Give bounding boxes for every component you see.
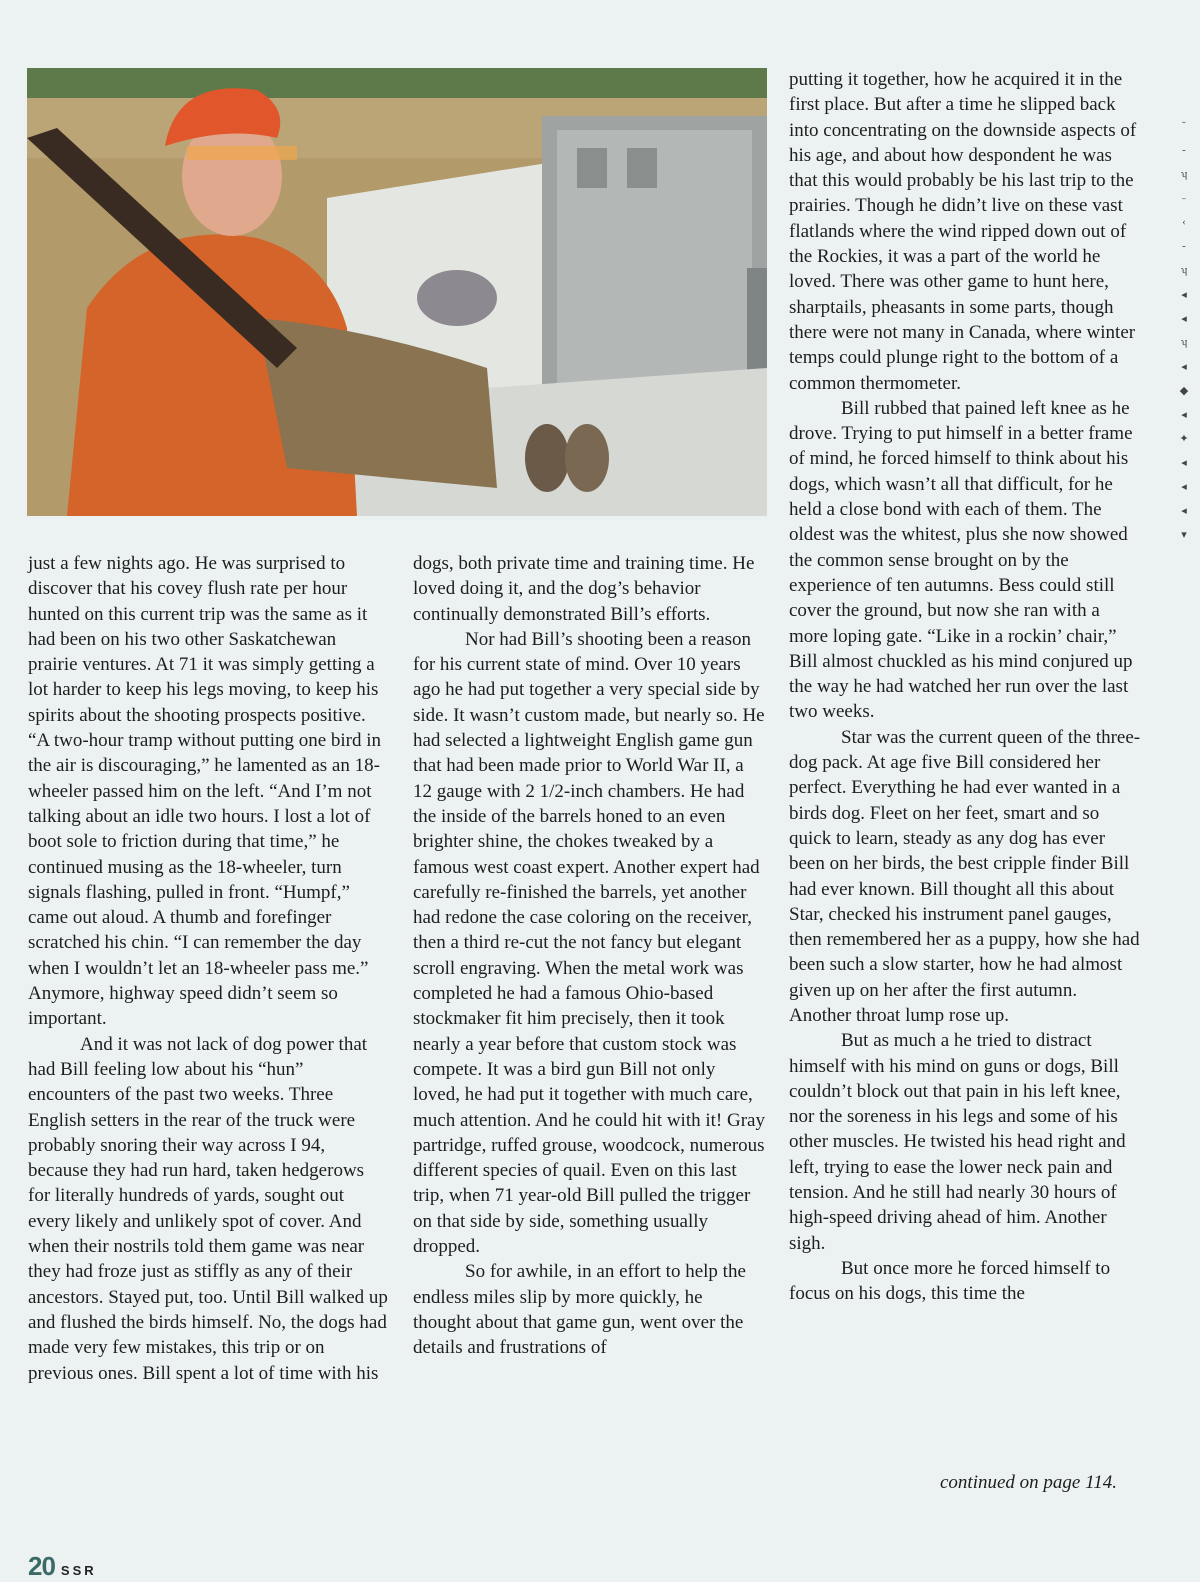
- paragraph: But as much a he tried to distract himself with his mind on guns or dogs, Bill couldn’t block out that pain in his left knee, nor the soreness in his legs and some of his other muscles. He twisted his head right and left, trying to ease the lower neck pain and tension. And he still had nearly 30 hours of high-speed driving ahead of him. Another sigh.: [789, 1030, 1126, 1254]
- paragraph: But once more he forced himself to focus on his dogs, this time the: [789, 1257, 1111, 1305]
- continued-note: continued on page 114.: [940, 1472, 1117, 1493]
- paragraph: just a few nights ago. He was surprised to discover that his covey flush rate per hour hunted on this current trip was the same as it had been on his two other Saskatchewan prairie ventures. At 71 it was simply getting a lot harder to keep his legs moving, to keep his spirits about the shooting prospects positive. “A two-hour tramp without putting one bird in the air is discouraging,” he lamented as an 18-wheeler passed him on the left. “And I’m not talking about an idle two hours. I lost a lot of boot sole to friction during that time,” he continued musing as the 18-wheeler, turn signals flashing, pulled in front. “Humpf,” came out aloud. A thumb and forefinger scratched his chin. “I can remember the day when I wouldn’t let an 18-wheeler pass me.” Anymore, highway speed didn’t seem so important.: [28, 553, 382, 1030]
- text-column-2: [413, 551, 765, 1361]
- paragraph: And it was not lack of dog power that had Bill feeling low about his “hun” encounters of the past two weeks. Three English setters in the rear of the truck were probably snoring their way across I 94, because they had run hard, taken hedgerows for literally hundreds of yards, sought out every likely and unlikely spot of cover. And when their nostrils told them game was near they had froze just as stiffly as any of their ancestors. Stayed put, too. Until Bill walked up and flushed the birds himself. No, the dogs had made very few mistakes, this trip or on previous ones. Bill spent a lot of time with his: [28, 1033, 388, 1384]
- paragraph: So for awhile, in an effort to help the endless miles slip by more quickly, he thought about that game gun, went over the details and frustrations of: [413, 1261, 746, 1359]
- binding-marks: ˘ ‐ ʮ ˗ ‹ ‐ ʮ ◂ ◂ ʮ ◂ ◆ ◂ ✦ ◂ ◂ ◂ ▾: [1179, 120, 1189, 541]
- text-column-3: [789, 67, 1141, 1307]
- paragraph: Bill rubbed that pained left knee as he drove. Trying to put himself in a better frame of mind, he forced himself to think about his dogs, which wasn’t all that difficult, for he held a close bond with each of them. The oldest was the whitest, plus she now showed the common sense brought on by the experience of ten autumns. Bess could still cover the ground, but now she ran with a more loping gate. “Like in a rockin’ chair,” Bill almost chuckled as his mind conjured up the way he had watched her run over the last two weeks.: [789, 397, 1133, 723]
- paragraph: Star was the current queen of the three-dog pack. At age five Bill considered her perfect. Everything he had ever wanted in a birds dog. Fleet on her feet, smart and so quick to learn, steady as any dog has ever been on her birds, the best cripple finder Bill had ever known. Bill thought all this about Star, checked his instrument panel gauges, then remembered her as a puppy, how she had been such a slow starter, how he had almost given up on her after the first autumn. Another throat lump rose up.: [789, 726, 1141, 1026]
- paragraph: putting it together, how he acquired it in the first place. But after a time he slipped back into concentrating on the downside aspects of his age, and about how despondent he was that this would probably be his last trip to the prairies. Though he didn’t live on these vast flatlands where the wind ripped down out of the Rockies, it was a part of the world he loved. There was other game to hunt here, sharptails, pheasants in some parts, though there were not many in Canada, where winter temps could plunge right to the bottom of a common thermometer.: [789, 69, 1137, 394]
- folio: [28, 1551, 97, 1582]
- page-number: 20: [28, 1551, 55, 1581]
- paragraph: Nor had Bill’s shooting been a reason for his current state of mind. Over 10 years ago he had put together a very special side by side. It wasn’t custom made, but nearly so. He had selected a lightweight English game gun that had been made prior to World War II, a 12 gauge with 2 1/2-inch chambers. He had the inside of the barrels honed to an even brighter shine, the chokes tweaked by a famous west coast expert. Another expert had carefully re-finished the barrels, yet another had redone the case coloring on the receiver, then a third re-cut the not fancy but elegant scroll engraving. When the metal work was completed he had a famous Ohio-based stockmaker fit him precisely, then it took nearly a year before that custom stock was compete. It was a bird gun Bill not only loved, he had put it together with much care, much attention. And he could hit with it! Gray partridge, ruffed grouse, woodcock, numerous different species of quail. Even on this last trip, when 71 year-old Bill pulled the trigger on that side by side, something usually dropped.: [413, 628, 765, 1258]
- text-column-1: [28, 551, 388, 1386]
- magazine-name: SSR: [60, 1563, 97, 1578]
- paragraph: dogs, both private time and training time. He loved doing it, and the dog’s behavior continually demonstrated Bill’s efforts.: [413, 553, 755, 625]
- hunter-truck-photo: [27, 68, 767, 516]
